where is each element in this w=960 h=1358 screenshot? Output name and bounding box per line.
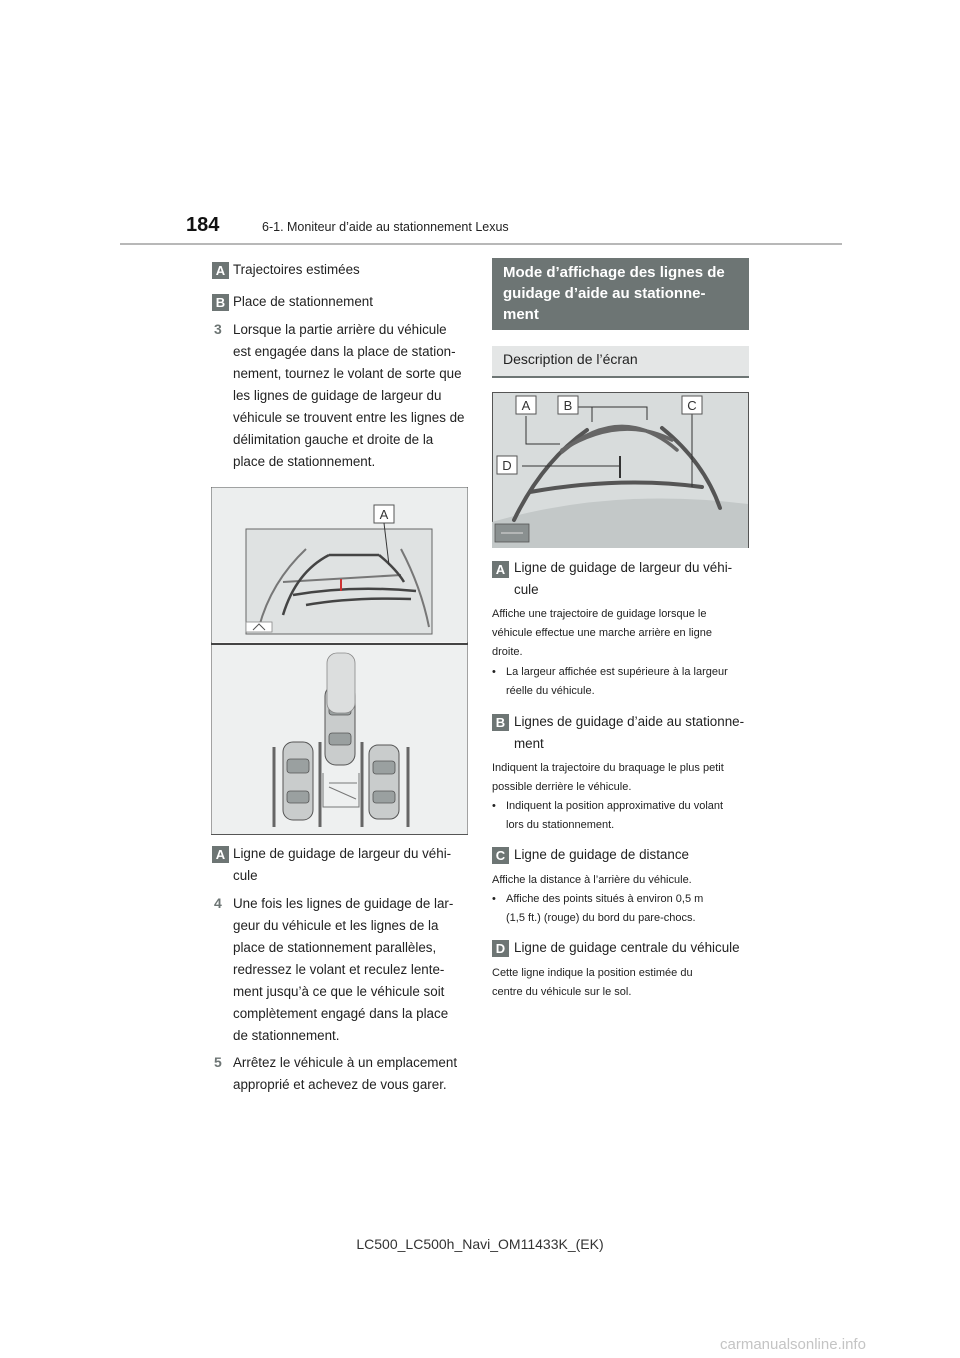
bullet-marker: • — [492, 800, 496, 812]
entry-body-line: Indiquent la trajectoire du braquage le plus petit — [492, 762, 724, 774]
step-4-line: place de stationnement parallèles, — [233, 940, 437, 955]
entry-body-line: Affiche une trajectoire de guidage lorsque le — [492, 608, 707, 620]
step-5-text — [233, 1052, 457, 1096]
bullet-marker: • — [492, 666, 496, 678]
step-3-line: est engagée dans la place de station- — [233, 344, 456, 359]
step-4-line: redressez le volant et reculez lente- — [233, 962, 445, 977]
section-title: 6-1. Moniteur d’aide au stationnement Lexus — [262, 220, 509, 234]
entry-bullet-line: (1,5 ft.) (rouge) du bord du pare-chocs. — [506, 912, 696, 924]
entry-body-line: véhicule effectue une marche arrière en ligne — [492, 627, 712, 639]
entry-body-c — [492, 871, 752, 890]
screen-label-a: A — [521, 398, 531, 413]
entry-badge-d: D — [492, 940, 509, 957]
legend-text-b: Place de stationnement — [233, 294, 373, 309]
step-4-line: geur du véhicule et les lignes de la — [233, 918, 439, 933]
step-5-number: 5 — [214, 1054, 222, 1070]
entry-bullet-line: La largeur affichée est supérieure à la largeur — [506, 666, 728, 678]
entry-body-line: centre du véhicule sur le sol. — [492, 986, 632, 998]
step-3-line: nement, tournez le volant de sorte que — [233, 366, 462, 381]
parking-diagram-figure — [211, 487, 468, 835]
watermark: carmanualsonline.info — [720, 1336, 866, 1353]
entry-badge-b: B — [492, 714, 509, 731]
legend-badge-a: A — [212, 262, 229, 279]
entry-body-line: droite. — [492, 646, 523, 658]
step-5-line: Arrêtez le véhicule à un emplacement — [233, 1055, 458, 1070]
step-3-line: place de stationnement. — [233, 454, 376, 469]
page-number: 184 — [186, 214, 220, 236]
step-4-text — [233, 893, 453, 1047]
entry-title-line: ment — [514, 736, 544, 751]
header-divider — [120, 243, 842, 245]
step-5-line: approprié et achevez de vous garer. — [233, 1077, 447, 1092]
figure-label-a: A — [379, 507, 389, 522]
step-4-line: ment jusqu’à ce que le véhicule soit — [233, 984, 445, 999]
entry-bullet-line: lors du stationnement. — [506, 819, 615, 831]
entry-bullet-line: Affiche des points situés à environ 0,5 m — [506, 893, 704, 905]
entry-bullet-line: Indiquent la position approximative du volant — [506, 800, 724, 812]
entry-bullet-a — [506, 663, 756, 701]
entry-body-line: possible derrière le véhicule. — [492, 781, 632, 793]
step-4-line: de stationnement. — [233, 1028, 340, 1043]
mode-heading — [503, 262, 743, 325]
figure-legend-badge: A — [212, 846, 229, 863]
step-3-line: Lorsque la partie arrière du véhicule — [233, 322, 447, 337]
entry-title-line: Ligne de guidage de largeur du véhi- — [514, 560, 733, 575]
step-3-number: 3 — [214, 321, 222, 337]
camera-screen-figure — [492, 392, 749, 548]
step-3-line: les lignes de guidage de largeur du — [233, 388, 442, 403]
legend-text-a: Trajectoires estimées — [233, 262, 360, 277]
figure-legend-text — [233, 843, 451, 887]
step-3-text — [233, 319, 465, 473]
step-4-number: 4 — [214, 895, 222, 911]
entry-title-line: Ligne de guidage centrale du véhicule — [514, 940, 740, 955]
screen-label-d: D — [502, 458, 512, 473]
step-3-line: délimitation gauche et droite de la — [233, 432, 434, 447]
legend-badge-b: B — [212, 294, 229, 311]
entry-body-line: Affiche la distance à l’arrière du véhicule. — [492, 874, 692, 886]
entry-bullet-b — [506, 797, 756, 835]
entry-body-a — [492, 605, 752, 662]
entry-title-line: cule — [514, 582, 539, 597]
mode-heading-line: guidage d’aide au stationne- — [503, 285, 706, 302]
entry-body-d — [492, 964, 752, 1002]
entry-bullet-line: réelle du véhicule. — [506, 685, 595, 697]
screen-label-b: B — [563, 398, 573, 413]
entry-body-line: Cette ligne indique la position estimée du — [492, 967, 693, 979]
mode-heading-line: Mode d’affichage des lignes de — [503, 264, 725, 281]
screen-label-c: C — [687, 398, 697, 413]
entry-title-c — [514, 844, 689, 866]
entry-body-b — [492, 759, 754, 797]
entry-title-d — [514, 937, 740, 959]
mode-heading-line: ment — [503, 306, 539, 323]
entry-title-line: Lignes de guidage d’aide au stationne- — [514, 714, 745, 729]
description-heading: Description de l’écran — [503, 351, 638, 367]
entry-bullet-c — [506, 890, 756, 928]
bullet-marker: • — [492, 893, 496, 905]
step-4-line: Une fois les lignes de guidage de lar- — [233, 896, 454, 911]
entry-badge-c: C — [492, 847, 509, 864]
figure-legend-line: Ligne de guidage de largeur du véhi- — [233, 846, 452, 861]
step-3-line: véhicule se trouvent entre les lignes de — [233, 410, 465, 425]
entry-title-a — [514, 557, 732, 601]
entry-title-b — [514, 711, 744, 755]
entry-badge-a: A — [492, 561, 509, 578]
figure-legend-line: cule — [233, 868, 258, 883]
document-footer: LC500_LC500h_Navi_OM11433K_(EK) — [356, 1236, 604, 1252]
entry-title-line: Ligne de guidage de distance — [514, 847, 689, 862]
step-4-line: complètement engagé dans la place — [233, 1006, 449, 1021]
